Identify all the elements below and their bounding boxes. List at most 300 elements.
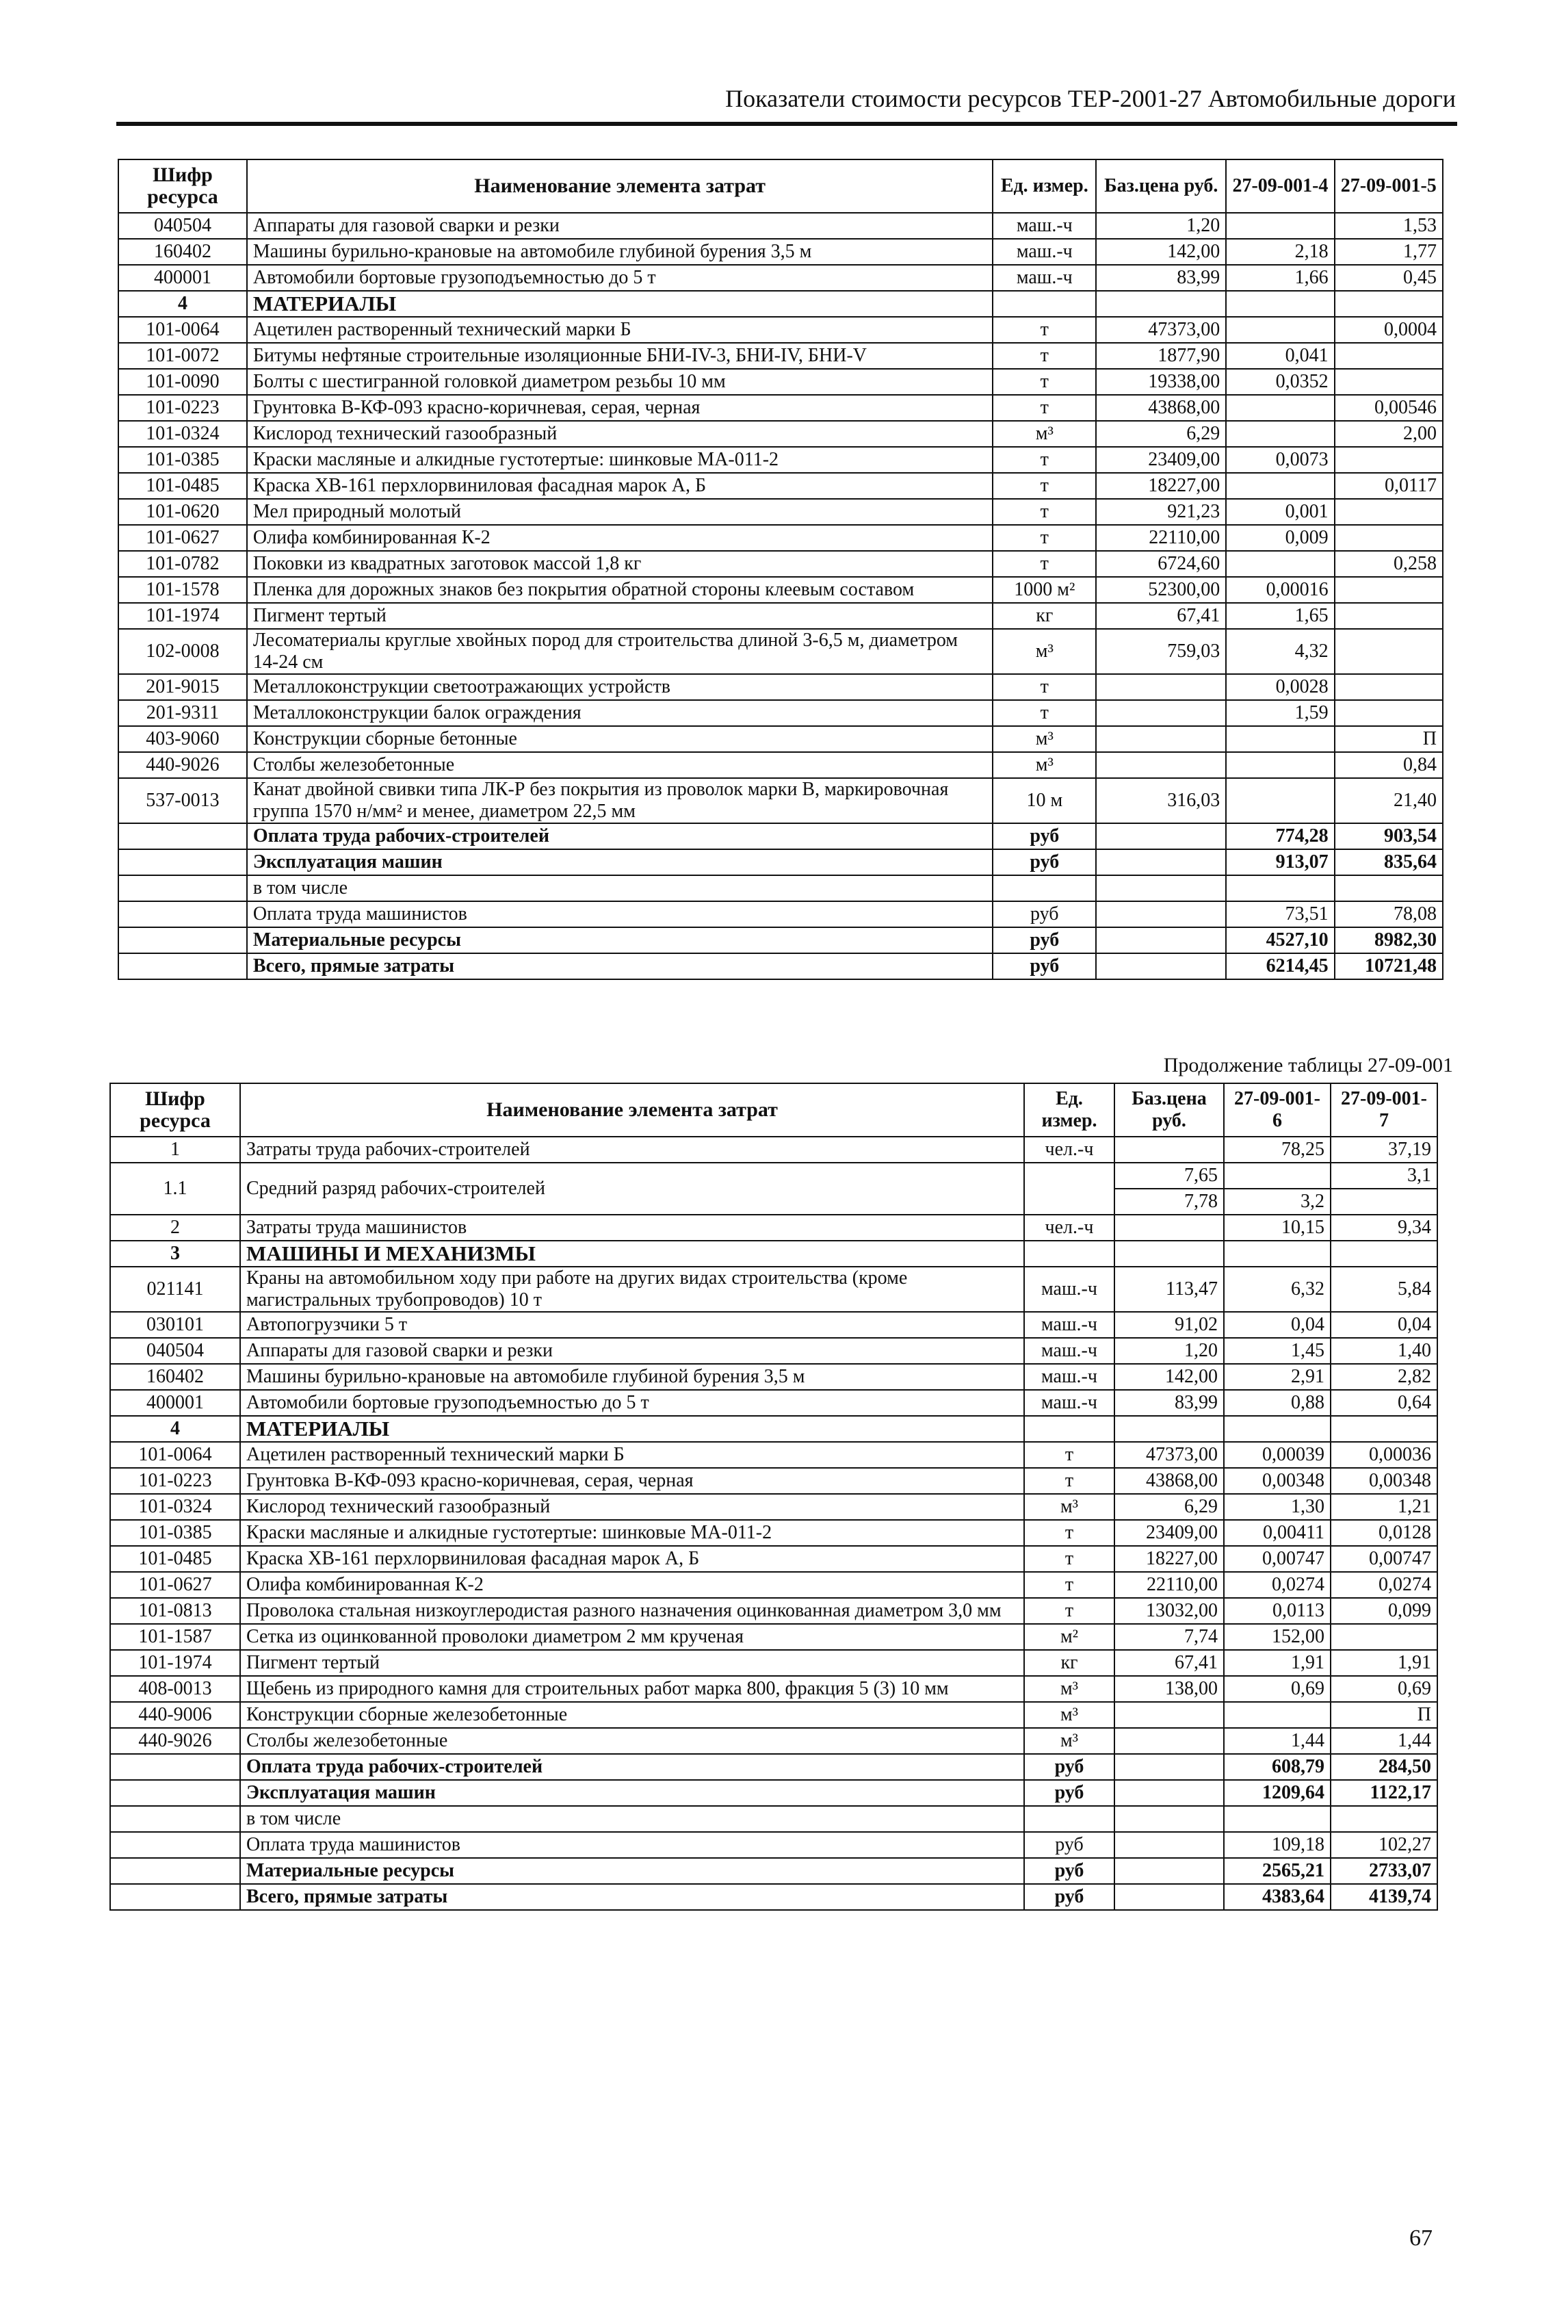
table-row (110, 1468, 1437, 1494)
resource-code-cell (110, 1832, 240, 1858)
resource-name-cell: Краны на автомобильном ходу при работе на других видах строительства (кроме магистральных трубопроводов) 10 т (240, 1267, 1024, 1312)
table-row (118, 499, 1443, 525)
norm-a-cell: 0,0352 (1226, 369, 1334, 395)
table-row (110, 1520, 1437, 1546)
base-price-cell (1114, 1137, 1224, 1163)
table-row (118, 700, 1443, 726)
totals-label-cell: Всего, прямые затраты (240, 1884, 1024, 1910)
base-price-cell: 83,99 (1096, 265, 1226, 291)
unit-cell: руб (993, 927, 1096, 953)
norm-a-cell: 0,0113 (1224, 1598, 1331, 1624)
norm-a-cell: 0,04 (1224, 1312, 1331, 1338)
norm-b-cell: 1,91 (1331, 1650, 1437, 1676)
table-row (118, 551, 1443, 577)
resource-name-cell: Пленка для дорожных знаков без покрытия обратной стороны клеевым составом (247, 577, 993, 603)
norm-a-cell (1226, 875, 1334, 901)
norm-b-cell: 0,84 (1335, 752, 1443, 778)
table-row (118, 603, 1443, 629)
unit-cell: руб (1024, 1858, 1114, 1884)
resource-code-cell: 440-9006 (110, 1702, 240, 1728)
col-header-price: Баз.цена руб. (1096, 159, 1226, 213)
norm-a-cell (1226, 778, 1334, 823)
base-price-cell (1114, 1806, 1224, 1832)
resource-code-cell (118, 901, 247, 927)
norm-a-cell (1226, 473, 1334, 499)
norm-b-cell (1335, 875, 1443, 901)
base-price-cell (1096, 953, 1226, 979)
resource-name-cell: Машины бурильно-крановые на автомобиле глубиной бурения 3,5 м (240, 1364, 1024, 1390)
table-row (118, 629, 1443, 674)
base-price-cell: 47373,00 (1096, 317, 1226, 343)
table-row (110, 1572, 1437, 1598)
base-price-cell (1114, 1754, 1224, 1780)
norm-a-cell: 1,91 (1224, 1650, 1331, 1676)
unit-cell: маш.-ч (993, 213, 1096, 239)
col-header-code: Шифр ресурса (110, 1083, 240, 1137)
resource-code-cell: 440-9026 (110, 1728, 240, 1754)
norm-b-cell: 0,099 (1331, 1598, 1437, 1624)
unit-cell: маш.-ч (1024, 1390, 1114, 1416)
unit-cell: т (1024, 1468, 1114, 1494)
unit-cell: т (993, 551, 1096, 577)
unit-cell: руб (1024, 1832, 1114, 1858)
resource-code-cell: 440-9026 (118, 752, 247, 778)
base-price-cell: 22110,00 (1096, 525, 1226, 551)
resource-name-cell: Аппараты для газовой сварки и резки (240, 1338, 1024, 1364)
unit-cell: чел.-ч (1024, 1137, 1114, 1163)
norm-a-cell: 78,25 (1224, 1137, 1331, 1163)
resource-name-cell: Грунтовка В-КФ-093 красно-коричневая, серая, черная (240, 1468, 1024, 1494)
resource-code-cell (118, 823, 247, 849)
base-price-cell: 18227,00 (1114, 1546, 1224, 1572)
norm-a-cell: 0,009 (1226, 525, 1334, 551)
continuation-caption: Продолжение таблицы 27-09-001 (1163, 1054, 1453, 1076)
resource-code-cell: 537-0013 (118, 778, 247, 823)
table-row (118, 525, 1443, 551)
col-header-code: Шифр ресурса (118, 159, 247, 213)
col-header-name: Наименование элемента затрат (240, 1083, 1024, 1137)
unit-cell: маш.-ч (1024, 1312, 1114, 1338)
base-price-cell: 23409,00 (1096, 447, 1226, 473)
norm-a-cell: 1,65 (1226, 603, 1334, 629)
unit-cell (993, 875, 1096, 901)
resource-name-cell: Краски масляные и алкидные густотертые: шинковые МА-011-2 (240, 1520, 1024, 1546)
resource-name-cell: Затраты труда машинистов (240, 1215, 1024, 1241)
base-price-cell (1114, 1858, 1224, 1884)
norm-b-cell (1331, 1241, 1437, 1267)
totals-label-cell: Оплата труда рабочих-строителей (247, 823, 993, 849)
unit-cell: т (993, 447, 1096, 473)
norm-b-cell (1331, 1624, 1437, 1650)
norm-a-cell (1226, 213, 1334, 239)
totals-label-cell: Материальные ресурсы (247, 927, 993, 953)
resource-code-cell: 101-0324 (118, 421, 247, 447)
norm-b-cell: 0,00747 (1331, 1546, 1437, 1572)
norm-b-cell: 4139,74 (1331, 1884, 1437, 1910)
norm-a-cell: 0,041 (1226, 343, 1334, 369)
norm-b-cell (1335, 629, 1443, 674)
resource-table-1 (118, 159, 1443, 980)
norm-a-cell: 2565,21 (1224, 1858, 1331, 1884)
totals-row (118, 927, 1443, 953)
totals-label-cell: в том числе (240, 1806, 1024, 1832)
table-row (110, 1390, 1437, 1416)
base-price-cell: 138,00 (1114, 1676, 1224, 1702)
resource-name-cell: Битумы нефтяные строительные изоляционные БНИ-IV-3, БНИ-IV, БНИ-V (247, 343, 993, 369)
totals-row (118, 823, 1443, 849)
page-number: 67 (1409, 2225, 1433, 2251)
resource-code-cell: 2 (110, 1215, 240, 1241)
unit-cell: т (993, 525, 1096, 551)
table-row (118, 726, 1443, 752)
resource-code-cell: 400001 (110, 1390, 240, 1416)
resource-code-cell: 021141 (110, 1267, 240, 1312)
resource-code-cell (110, 1780, 240, 1806)
table-row (118, 265, 1443, 291)
resource-name-cell: Лесоматериалы круглые хвойных пород для строительства длиной 3-6,5 м, диаметром 14-24 см (247, 629, 993, 674)
unit-cell: руб (993, 901, 1096, 927)
resource-code-cell: 4 (118, 291, 247, 317)
base-price-cell (1114, 1780, 1224, 1806)
table-row (110, 1676, 1437, 1702)
norm-b-cell: 2,82 (1331, 1364, 1437, 1390)
resource-code-cell: 400001 (118, 265, 247, 291)
unit-cell (1024, 1416, 1114, 1442)
norm-a-cell: 0,0073 (1226, 447, 1334, 473)
unit-cell: маш.-ч (1024, 1338, 1114, 1364)
totals-row (110, 1780, 1437, 1806)
norm-b-cell (1331, 1806, 1437, 1832)
resource-code-cell: 160402 (118, 239, 247, 265)
base-price-cell: 67,41 (1114, 1650, 1224, 1676)
resource-name-cell: МАШИНЫ И МЕХАНИЗМЫ (240, 1241, 1024, 1267)
norm-b-cell: 0,04 (1331, 1312, 1437, 1338)
norm-a-cell: 1209,64 (1224, 1780, 1331, 1806)
norm-b-cell: 8982,30 (1335, 927, 1443, 953)
totals-row (118, 849, 1443, 875)
norm-b-cell: 284,50 (1331, 1754, 1437, 1780)
resource-name-cell: Машины бурильно-крановые на автомобиле глубиной бурения 3,5 м (247, 239, 993, 265)
base-price-cell: 1877,90 (1096, 343, 1226, 369)
norm-b-cell: 78,08 (1335, 901, 1443, 927)
norm-a-cell: 0,88 (1224, 1390, 1331, 1416)
resource-code-cell: 101-1974 (118, 603, 247, 629)
resource-name-cell: МАТЕРИАЛЫ (240, 1416, 1024, 1442)
base-price-cell: 43868,00 (1096, 395, 1226, 421)
resource-name-cell: Грунтовка В-КФ-093 красно-коричневая, серая, черная (247, 395, 993, 421)
norm-a-cell: 608,79 (1224, 1754, 1331, 1780)
resource-code-cell: 101-1974 (110, 1650, 240, 1676)
base-price-cell: 83,99 (1114, 1390, 1224, 1416)
base-price-cell: 43868,00 (1114, 1468, 1224, 1494)
base-price-cell (1114, 1728, 1224, 1754)
norm-a-cell: 0,00039 (1224, 1442, 1331, 1468)
totals-row (118, 901, 1443, 927)
totals-label-cell: Эксплуатация машин (247, 849, 993, 875)
resource-code-cell: 101-0223 (118, 395, 247, 421)
resource-code-cell: 101-0064 (118, 317, 247, 343)
norm-b-cell: 3,1 (1331, 1163, 1437, 1189)
norm-b-cell (1335, 499, 1443, 525)
resource-code-cell: 040504 (110, 1338, 240, 1364)
totals-row (118, 875, 1443, 901)
base-price-cell: 113,47 (1114, 1267, 1224, 1312)
resource-name-cell: Металлоконструкции балок ограждения (247, 700, 993, 726)
table-row (110, 1241, 1437, 1267)
resource-name-cell: Сетка из оцинкованной проволоки диаметром 2 мм крученая (240, 1624, 1024, 1650)
unit-cell: чел.-ч (1024, 1215, 1114, 1241)
resource-code-cell: 101-0627 (110, 1572, 240, 1598)
norm-a-cell: 6214,45 (1226, 953, 1334, 979)
base-price-cell: 18227,00 (1096, 473, 1226, 499)
norm-a-cell (1226, 395, 1334, 421)
resource-code-cell: 101-0813 (110, 1598, 240, 1624)
resource-code-cell: 101-0090 (118, 369, 247, 395)
resource-name-cell: Пигмент тертый (240, 1650, 1024, 1676)
base-price-cell: 91,02 (1114, 1312, 1224, 1338)
totals-row (110, 1858, 1437, 1884)
base-price-cell: 921,23 (1096, 499, 1226, 525)
unit-cell: руб (993, 823, 1096, 849)
table-1-body (118, 213, 1443, 979)
norm-a-cell: 4,32 (1226, 629, 1334, 674)
unit-cell: кг (993, 603, 1096, 629)
norm-a-cell (1226, 291, 1334, 317)
norm-a-cell: 0,69 (1224, 1676, 1331, 1702)
base-price-cell: 316,03 (1096, 778, 1226, 823)
norm-b-cell: 1122,17 (1331, 1780, 1437, 1806)
unit-cell: м³ (1024, 1676, 1114, 1702)
unit-cell (1024, 1806, 1114, 1832)
resource-name-cell: Ацетилен растворенный технический марки Б (247, 317, 993, 343)
norm-b-cell: П (1335, 726, 1443, 752)
norm-a-cell: 73,51 (1226, 901, 1334, 927)
col-header-norm-b: 27-09-001-5 (1335, 159, 1443, 213)
col-header-name: Наименование элемента затрат (247, 159, 993, 213)
unit-cell: т (1024, 1520, 1114, 1546)
norm-b-cell: 0,00348 (1331, 1468, 1437, 1494)
resource-code-cell: 101-0072 (118, 343, 247, 369)
unit-cell: м³ (993, 421, 1096, 447)
resource-name-cell: Автопогрузчики 5 т (240, 1312, 1024, 1338)
norm-b-cell: 1,77 (1335, 239, 1443, 265)
resource-name-cell: Щебень из природного камня для строительных работ марка 800, фракция 5 (3) 10 мм (240, 1676, 1024, 1702)
resource-code-cell: 101-1587 (110, 1624, 240, 1650)
norm-b-cell: 10721,48 (1335, 953, 1443, 979)
norm-b-cell: 9,34 (1331, 1215, 1437, 1241)
unit-cell: м³ (993, 629, 1096, 674)
norm-b-cell: 0,69 (1331, 1676, 1437, 1702)
unit-cell: т (1024, 1598, 1114, 1624)
resource-code-cell: 101-0223 (110, 1468, 240, 1494)
table-row (118, 395, 1443, 421)
norm-a-cell: 10,15 (1224, 1215, 1331, 1241)
totals-row (110, 1754, 1437, 1780)
resource-name-cell: Олифа комбинированная К-2 (240, 1572, 1024, 1598)
resource-code-cell (110, 1884, 240, 1910)
unit-cell: 10 м (993, 778, 1096, 823)
resource-code-cell (110, 1806, 240, 1832)
table-row (110, 1215, 1437, 1241)
norm-a-cell: 0,00411 (1224, 1520, 1331, 1546)
base-price-cell: 1,20 (1114, 1338, 1224, 1364)
base-price-cell (1096, 927, 1226, 953)
base-price-cell: 7,65 (1114, 1163, 1224, 1189)
totals-row (110, 1806, 1437, 1832)
resource-code-cell (118, 927, 247, 953)
resource-name-cell: Поковки из квадратных заготовок массой 1,8 кг (247, 551, 993, 577)
col-header-norm-a: 27-09-001-6 (1224, 1083, 1331, 1137)
resource-code-cell: 101-0324 (110, 1494, 240, 1520)
norm-b-cell: 0,00036 (1331, 1442, 1437, 1468)
resource-code-cell: 408-0013 (110, 1676, 240, 1702)
totals-label-cell: Эксплуатация машин (240, 1780, 1024, 1806)
table-row (110, 1494, 1437, 1520)
resource-name-cell: Конструкции сборные железобетонные (240, 1702, 1024, 1728)
table-row (110, 1338, 1437, 1364)
base-price-cell: 23409,00 (1114, 1520, 1224, 1546)
resource-name-cell: Автомобили бортовые грузоподъемностью до 5 т (240, 1390, 1024, 1416)
norm-b-cell: 1,53 (1335, 213, 1443, 239)
resource-name-cell: Автомобили бортовые грузоподъемностью до 5 т (247, 265, 993, 291)
resource-name-cell: Канат двойной свивки типа ЛК-Р без покрытия из проволок марки В, маркировочная группа 1570 н/мм² и менее, диаметром 22,5 мм (247, 778, 993, 823)
norm-a-cell: 774,28 (1226, 823, 1334, 849)
table-row (110, 1598, 1437, 1624)
totals-label-cell: Материальные ресурсы (240, 1858, 1024, 1884)
norm-a-cell (1226, 752, 1334, 778)
norm-a-cell: 1,66 (1226, 265, 1334, 291)
unit-cell (993, 291, 1096, 317)
base-price-cell (1096, 291, 1226, 317)
norm-b-cell: 1,44 (1331, 1728, 1437, 1754)
norm-a-cell (1226, 421, 1334, 447)
norm-a-cell: 1,44 (1224, 1728, 1331, 1754)
norm-b-cell: П (1331, 1702, 1437, 1728)
norm-b-cell: 0,0004 (1335, 317, 1443, 343)
base-price-cell (1096, 849, 1226, 875)
resource-code-cell: 101-0385 (118, 447, 247, 473)
base-price-cell: 142,00 (1114, 1364, 1224, 1390)
totals-row (118, 953, 1443, 979)
unit-cell: м³ (1024, 1702, 1114, 1728)
resource-code-cell: 201-9311 (118, 700, 247, 726)
norm-b-cell (1335, 577, 1443, 603)
resource-code-cell: 4 (110, 1416, 240, 1442)
table-row (118, 473, 1443, 499)
norm-b-cell (1335, 369, 1443, 395)
norm-a-cell: 2,18 (1226, 239, 1334, 265)
norm-a-cell: 4383,64 (1224, 1884, 1331, 1910)
base-price-cell: 47373,00 (1114, 1442, 1224, 1468)
unit-cell: т (993, 395, 1096, 421)
unit-cell: маш.-ч (993, 239, 1096, 265)
norm-a-cell: 0,0274 (1224, 1572, 1331, 1598)
resource-code-cell (110, 1754, 240, 1780)
norm-b-cell: 0,0274 (1331, 1572, 1437, 1598)
table-row (110, 1702, 1437, 1728)
norm-b-cell: 0,00546 (1335, 395, 1443, 421)
norm-a-cell (1224, 1163, 1331, 1189)
resource-name-cell: Краска ХВ-161 перхлорвиниловая фасадная марок А, Б (240, 1546, 1024, 1572)
unit-cell: т (1024, 1546, 1114, 1572)
resource-code-cell: 403-9060 (118, 726, 247, 752)
base-price-cell: 67,41 (1096, 603, 1226, 629)
totals-label-cell: Всего, прямые затраты (247, 953, 993, 979)
norm-a-cell: 0,00747 (1224, 1546, 1331, 1572)
norm-b-cell (1335, 525, 1443, 551)
base-price-cell: 6724,60 (1096, 551, 1226, 577)
norm-b-cell (1335, 291, 1443, 317)
unit-cell: т (993, 317, 1096, 343)
base-price-cell: 13032,00 (1114, 1598, 1224, 1624)
resource-name-cell: Средний разряд рабочих-строителей (240, 1163, 1024, 1215)
base-price-cell: 7,74 (1114, 1624, 1224, 1650)
base-price-cell (1096, 674, 1226, 700)
col-header-price: Баз.цена руб. (1114, 1083, 1224, 1137)
resource-name-cell: Конструкции сборные бетонные (247, 726, 993, 752)
norm-b-cell (1331, 1416, 1437, 1442)
norm-b-cell: 21,40 (1335, 778, 1443, 823)
header-rule (116, 122, 1457, 126)
resource-name-cell: Аппараты для газовой сварки и резки (247, 213, 993, 239)
unit-cell (1024, 1241, 1114, 1267)
norm-a-cell: 152,00 (1224, 1624, 1331, 1650)
table-row (118, 752, 1443, 778)
norm-b-cell (1335, 674, 1443, 700)
unit-cell: т (993, 369, 1096, 395)
base-price-cell: 759,03 (1096, 629, 1226, 674)
base-price-cell (1114, 1416, 1224, 1442)
resource-code-cell (118, 875, 247, 901)
resource-name-cell: Болты с шестигранной головкой диаметром резьбы 10 мм (247, 369, 993, 395)
norm-b-cell: 0,0128 (1331, 1520, 1437, 1546)
norm-b-cell: 1,40 (1331, 1338, 1437, 1364)
norm-a-cell (1224, 1702, 1331, 1728)
resource-code-cell: 101-0485 (110, 1546, 240, 1572)
unit-cell: м³ (993, 726, 1096, 752)
resource-name-cell: Ацетилен растворенный технический марки Б (240, 1442, 1024, 1468)
base-price-cell (1114, 1702, 1224, 1728)
norm-b-cell: 2733,07 (1331, 1858, 1437, 1884)
unit-cell: м² (1024, 1624, 1114, 1650)
norm-a-cell: 2,91 (1224, 1364, 1331, 1390)
col-header-norm-b: 27-09-001-7 (1331, 1083, 1437, 1137)
unit-cell: т (993, 343, 1096, 369)
table-row (110, 1137, 1437, 1163)
table-row (118, 674, 1443, 700)
base-price-cell: 1,20 (1096, 213, 1226, 239)
norm-b-cell: 0,45 (1335, 265, 1443, 291)
norm-b-cell: 835,64 (1335, 849, 1443, 875)
norm-a-cell: 0,00348 (1224, 1468, 1331, 1494)
resource-name-cell: Проволока стальная низкоуглеродистая разного назначения оцинкованная диаметром 3,0 мм (240, 1598, 1024, 1624)
unit-cell: маш.-ч (993, 265, 1096, 291)
base-price-cell: 19338,00 (1096, 369, 1226, 395)
table-row (110, 1416, 1437, 1442)
norm-b-cell: 0,258 (1335, 551, 1443, 577)
table-row (118, 447, 1443, 473)
base-price-cell (1114, 1241, 1224, 1267)
base-price-cell (1114, 1832, 1224, 1858)
resource-code-cell: 101-0627 (118, 525, 247, 551)
resource-name-cell: Мел природный молотый (247, 499, 993, 525)
resource-code-cell: 101-0385 (110, 1520, 240, 1546)
unit-cell: руб (1024, 1754, 1114, 1780)
table-row (118, 577, 1443, 603)
totals-label-cell: Оплата труда машинистов (247, 901, 993, 927)
unit-cell: кг (1024, 1650, 1114, 1676)
base-price-cell (1114, 1884, 1224, 1910)
